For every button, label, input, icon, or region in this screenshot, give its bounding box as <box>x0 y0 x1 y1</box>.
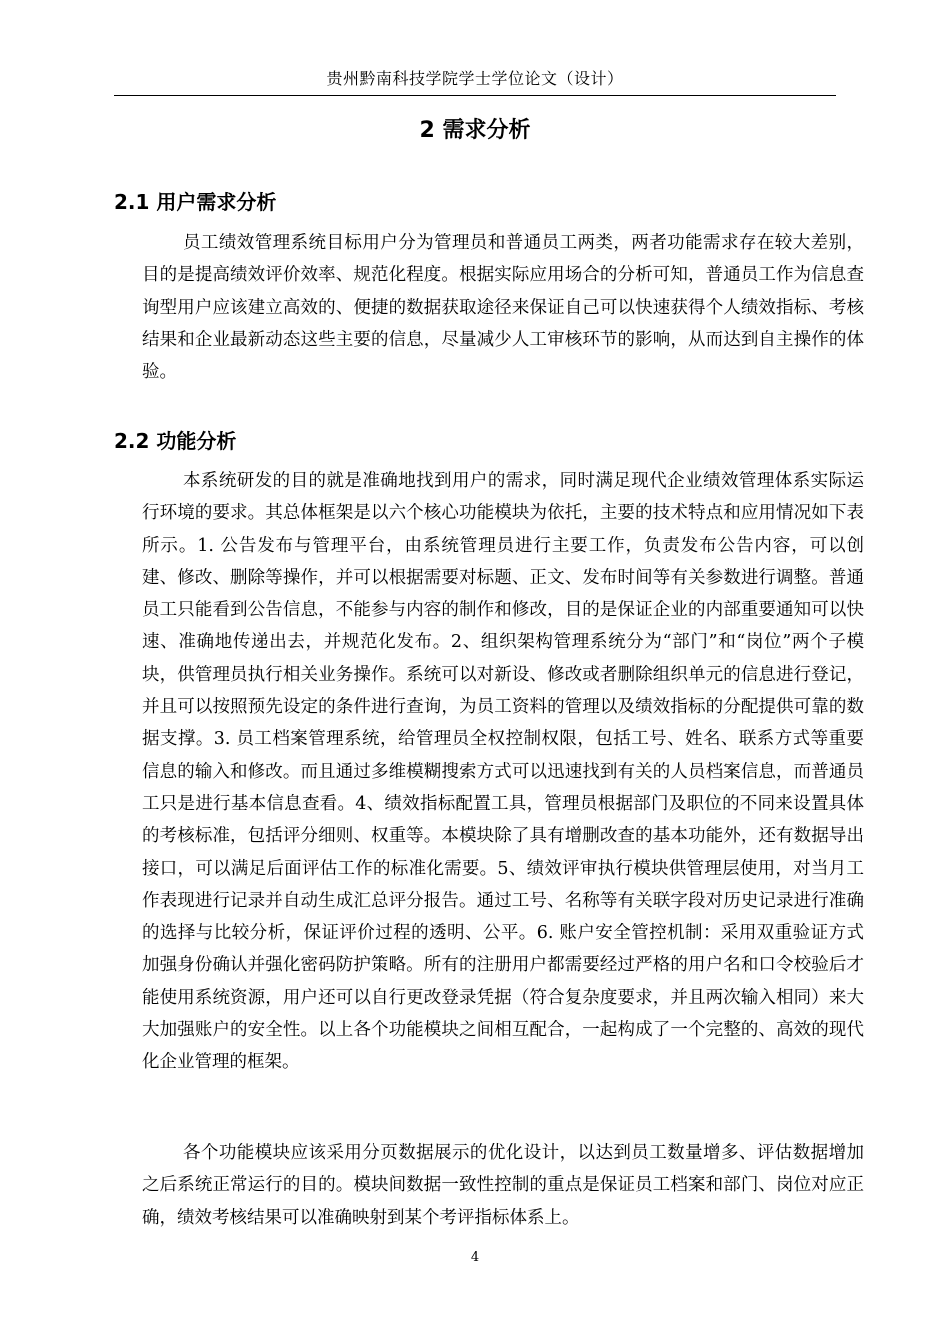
section-heading-user-requirements: 2.1 用户需求分析 <box>114 190 277 214</box>
paragraph-function-modules: 本系统研发的目的就是准确地找到用户的需求，同时满足现代企业绩效管理体系实际运行环境的要求。其总体框架是以六个核心功能模块为依托，主要的技术特点和应用情况如下表所示。1. 公告发布与管理平台，由系统管理员进行主要工作，负责发布公告内容，可以创建、修改、删除等操作，并可以根据需要对标题、正文、发布时间等有关参数进行调整。普通员工只能看到公告信息，不能参与内容的制作和修改，目的是保证企业的内部重要通知可以快速、准确地传递出去，并规范化发布。2、组织架构管理系统分为“部门”和“岗位”两个子模块，供管理员执行相关业务操作。系统可以对新设、修改或者删除组织单元的信息进行登记，并且可以按照预先设定的条件进行查询，为员工资料的管理以及绩效指标的分配提供可靠的数据支撑。3. 员工档案管理系统，给管理员全权控制权限，包括工号、姓名、联系方式等重要信息的输入和修改。而且通过多维模糊搜索方式可以迅速找到有关的人员档案信息，而普通员工只是进行基本信息查看。4、绩效指标配置工具，管理员根据部门及职位的不同来设置具体的考核标准，包括评分细则、权重等。本模块除了具有增删改查的基本功能外，还有数据导出接口，可以满足后面评估工作的标准化需要。5、绩效评审执行模块供管理层使用，对当月工作表现进行记录并自动生成汇总评分报告。通过工号、名称等有关联字段对历史记录进行准确的选择与比较分析，保证评价过程的透明、公平。6. 账户安全管控机制：采用双重验证方式加强身份确认并强化密码防护策略。所有的注册用户都需要经过严格的用户名和口令校验后才能使用系统资源，用户还可以自行更改登录凭据（符合复杂度要求，并且两次输入相同）来大大加强账户的安全性。以上各个功能模块之间相互配合，一起构成了一个完整的、高效的现代化企业管理的框架。 <box>142 471 864 1073</box>
section-heading-function-analysis: 2.2 功能分析 <box>114 429 237 453</box>
paragraph-pagination-design: 各个功能模块应该采用分页数据展示的优化设计，以达到员工数量增多、评估数据增加之后系统正常运行的目的。模块间数据一致性控制的重点是保证员工档案和部门、岗位对应正确，绩效考核结果可以准确映射到某个考评指标体系上。 <box>142 1143 864 1228</box>
running-header: 贵州黔南科技学院学士学位论文（设计） <box>326 69 624 88</box>
chapter-title: 2 需求分析 <box>419 118 531 143</box>
page-number: 4 <box>470 1250 480 1265</box>
header-divider <box>114 95 836 96</box>
paragraph-user-requirements: 员工绩效管理系统目标用户分为管理员和普通员工两类，两者功能需求存在较大差别，目的是提高绩效评价效率、规范化程度。根据实际应用场合的分析可知，普通员工作为信息查询型用户应该建立高效的、便捷的数据获取途径来保证自己可以快速获得个人绩效指标、考核结果和企业最新动态这些主要的信息，尽量减少人工审核环节的影响，从而达到自主操作的体验。 <box>142 233 864 383</box>
